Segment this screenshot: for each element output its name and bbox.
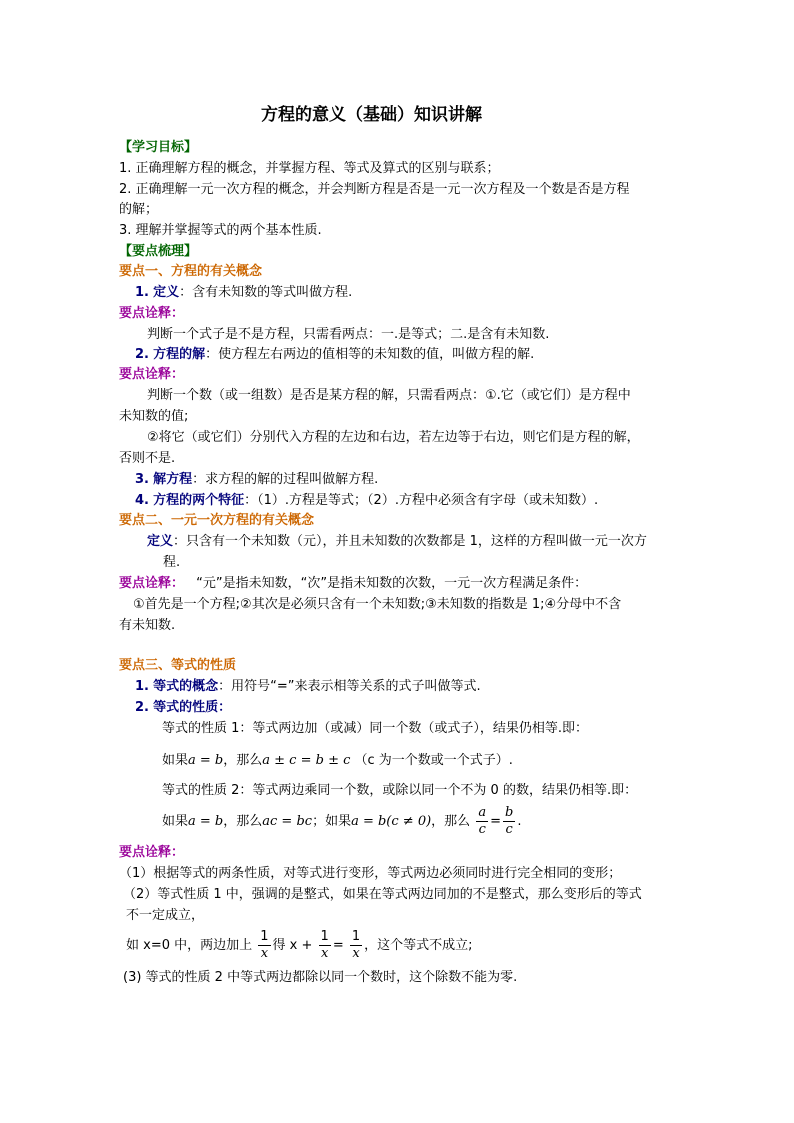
kp2-title: 要点二、一元一次方程的有关概念 bbox=[119, 513, 315, 528]
kp3-c-text: ：用符号“=”来表示相等关系的式子叫做等式. bbox=[218, 679, 481, 694]
kp3-concept bbox=[135, 678, 481, 696]
example-b: 得 x + bbox=[272, 938, 313, 953]
notes-label: 要点诠释： bbox=[119, 845, 185, 860]
frac-denominator: c bbox=[505, 822, 513, 837]
kp2-def-label: 定义 bbox=[147, 534, 174, 549]
prop1-text: 等式的性质 1：等式两边加（或减）同一个数（或式子），结果仍相等.即： bbox=[162, 721, 589, 736]
kp2-note-line: 有未知数. bbox=[119, 618, 176, 633]
prop2-then2: ，那么 bbox=[431, 814, 471, 829]
frac-numerator: 1 bbox=[320, 929, 329, 944]
goal-item: 2. 正确理解一元一次方程的概念，并会判断方程是否是一元一次方程及一个数是否是方程 bbox=[119, 182, 630, 197]
goal-item: 的解； bbox=[119, 202, 159, 217]
kp2-def-line2: 程. bbox=[163, 555, 181, 570]
note-item: 不一定成立， bbox=[126, 908, 205, 923]
kp2-note-label: 要点诠释： bbox=[119, 576, 185, 591]
prop1-then: ，那么 bbox=[223, 753, 263, 768]
kp1-note2-line: 否则不是. bbox=[119, 451, 176, 466]
kp1-note2-line: ②将它（或它们）分别代入方程的左边和右边，若左边等于右边，则它们是方程的解， bbox=[147, 430, 640, 445]
kp3-p-label: 等式的性质 bbox=[153, 700, 219, 715]
note-item: （1）根据等式的两条性质，对等式进行变形，等式两边必须同时进行完全相同的变形； bbox=[119, 866, 622, 881]
kp1-feat-text: ：（1）.方程是等式；（2）.方程中必须含有字母（或未知数）. bbox=[244, 493, 599, 508]
fraction-1-over-x bbox=[350, 929, 362, 962]
kp1-note2-label: 要点诠释： bbox=[119, 367, 185, 382]
kp1-sol-text: ：使方程左右两边的值相等的未知数的值，叫做方程的解. bbox=[205, 347, 535, 362]
prop1-formula bbox=[162, 752, 513, 770]
kp1-note1-text: 判断一个式子是不是方程，只需看两点：一.是等式；二.是含有未知数. bbox=[147, 327, 550, 342]
prop1-if: 如果 bbox=[162, 753, 189, 768]
note-example bbox=[126, 928, 473, 964]
goals-header: 【学习目标】 bbox=[119, 140, 198, 155]
frac-numerator: 1 bbox=[351, 929, 361, 944]
kp1-sol-num: 2. bbox=[135, 347, 149, 362]
prop2-semi: ；如果 bbox=[312, 814, 352, 829]
frac-denominator: c bbox=[478, 822, 486, 837]
kp1-solve-num: 3. bbox=[135, 472, 149, 487]
prop1-eq: a = b bbox=[188, 753, 224, 768]
kp3-c-label: 等式的概念 bbox=[153, 679, 219, 694]
kp2-note bbox=[119, 575, 587, 593]
kp1-def-text: ：含有未知数的等式叫做方程. bbox=[179, 285, 353, 300]
kp1-note1-label: 要点诠释： bbox=[119, 306, 185, 321]
goal-item: 3. 理解并掌握等式的两个基本性质. bbox=[119, 223, 322, 238]
frac-numerator: b bbox=[505, 805, 514, 820]
example-a: 如 x=0 中，两边加上 bbox=[126, 938, 253, 953]
kp3-title: 要点三、等式的性质 bbox=[119, 658, 237, 673]
kp2-note-line: ①首先是一个方程;②其次是必须只含有一个未知数;③未知数的指数是 1;④分母中不含 bbox=[133, 597, 622, 612]
prop2-if: 如果 bbox=[162, 814, 189, 829]
frac-denominator: x bbox=[352, 946, 360, 961]
frac-denominator: x bbox=[321, 946, 329, 961]
kp1-solution bbox=[135, 346, 534, 364]
kp3-p-colon: ： bbox=[218, 700, 232, 715]
prop2-then: ，那么 bbox=[223, 814, 263, 829]
frac-denominator: x bbox=[260, 946, 269, 961]
note-item: （2）等式性质 1 中，强调的是整式，如果在等式两边同加的不是整式，那么变形后的等式 bbox=[123, 887, 642, 902]
kp1-sol-label: 方程的解 bbox=[153, 347, 206, 362]
prop2-formula bbox=[162, 804, 521, 840]
kp2-definition bbox=[147, 533, 647, 551]
kp1-definition bbox=[135, 284, 352, 302]
prop2-result: ac = bc bbox=[262, 814, 313, 829]
kp1-solve bbox=[135, 471, 378, 489]
kp2-note-text: “元”是指未知数，“次”是指未知数的次数，一元一次方程满足条件： bbox=[196, 576, 588, 591]
kp1-features bbox=[135, 492, 598, 510]
kp1-def-num: 1. bbox=[135, 285, 149, 300]
goal-item: 1. 正确理解方程的概念，并掌握方程、等式及算式的区别与联系； bbox=[119, 161, 500, 176]
example-c: ，这个等式不成立; bbox=[364, 938, 473, 953]
kp1-feat-label: 方程的两个特征 bbox=[153, 493, 245, 508]
kp1-title: 要点一、方程的有关概念 bbox=[119, 264, 263, 279]
prop2-end: . bbox=[517, 814, 522, 829]
prop2-eqsign: = bbox=[490, 814, 501, 829]
fraction-1-over-x bbox=[319, 929, 331, 962]
review-header: 【要点梳理】 bbox=[119, 244, 198, 259]
kp1-def-label: 定义 bbox=[153, 285, 180, 300]
kp1-solve-text: ：求方程的解的过程叫做解方程. bbox=[192, 472, 379, 487]
kp1-note2-line: 判断一个数（或一组数）是否是某方程的解，只需看两点：①.它（或它们）是方程中 bbox=[147, 388, 631, 403]
fraction-1-over-x bbox=[258, 929, 270, 962]
prop1-tail: （c 为一个数或一个式子）. bbox=[354, 753, 513, 768]
kp2-def-text: ：只含有一个未知数（元），并且未知数的次数都是 1，这样的方程叫做一元一次方 bbox=[173, 534, 647, 549]
frac-numerator: a bbox=[478, 805, 487, 820]
example-eq: = bbox=[332, 938, 344, 953]
prop1-result: a ± c = b ± c bbox=[262, 753, 351, 768]
prop2-cond: a = b(c ≠ 0) bbox=[351, 814, 432, 829]
frac-numerator: 1 bbox=[260, 929, 269, 944]
fraction-b-over-c bbox=[503, 805, 515, 838]
kp1-note2-line: 未知数的值; bbox=[119, 409, 189, 424]
kp1-solve-label: 解方程 bbox=[153, 472, 193, 487]
kp3-properties bbox=[135, 699, 231, 717]
note-item: (3) 等式的性质 2 中等式两边都除以同一个数时，这个除数不能为零. bbox=[123, 970, 518, 985]
kp3-p-num: 2. bbox=[135, 700, 149, 715]
kp3-c-num: 1. bbox=[135, 679, 149, 694]
kp1-feat-num: 4. bbox=[135, 493, 149, 508]
page-title: 方程的意义（基础）知识讲解 bbox=[261, 105, 482, 125]
prop2-eq: a = b bbox=[188, 814, 224, 829]
fraction-a-over-c bbox=[476, 805, 488, 838]
prop2-text: 等式的性质 2：等式两边乘同一个数，或除以同一个不为 0 的数，结果仍相等.即： bbox=[162, 783, 638, 798]
